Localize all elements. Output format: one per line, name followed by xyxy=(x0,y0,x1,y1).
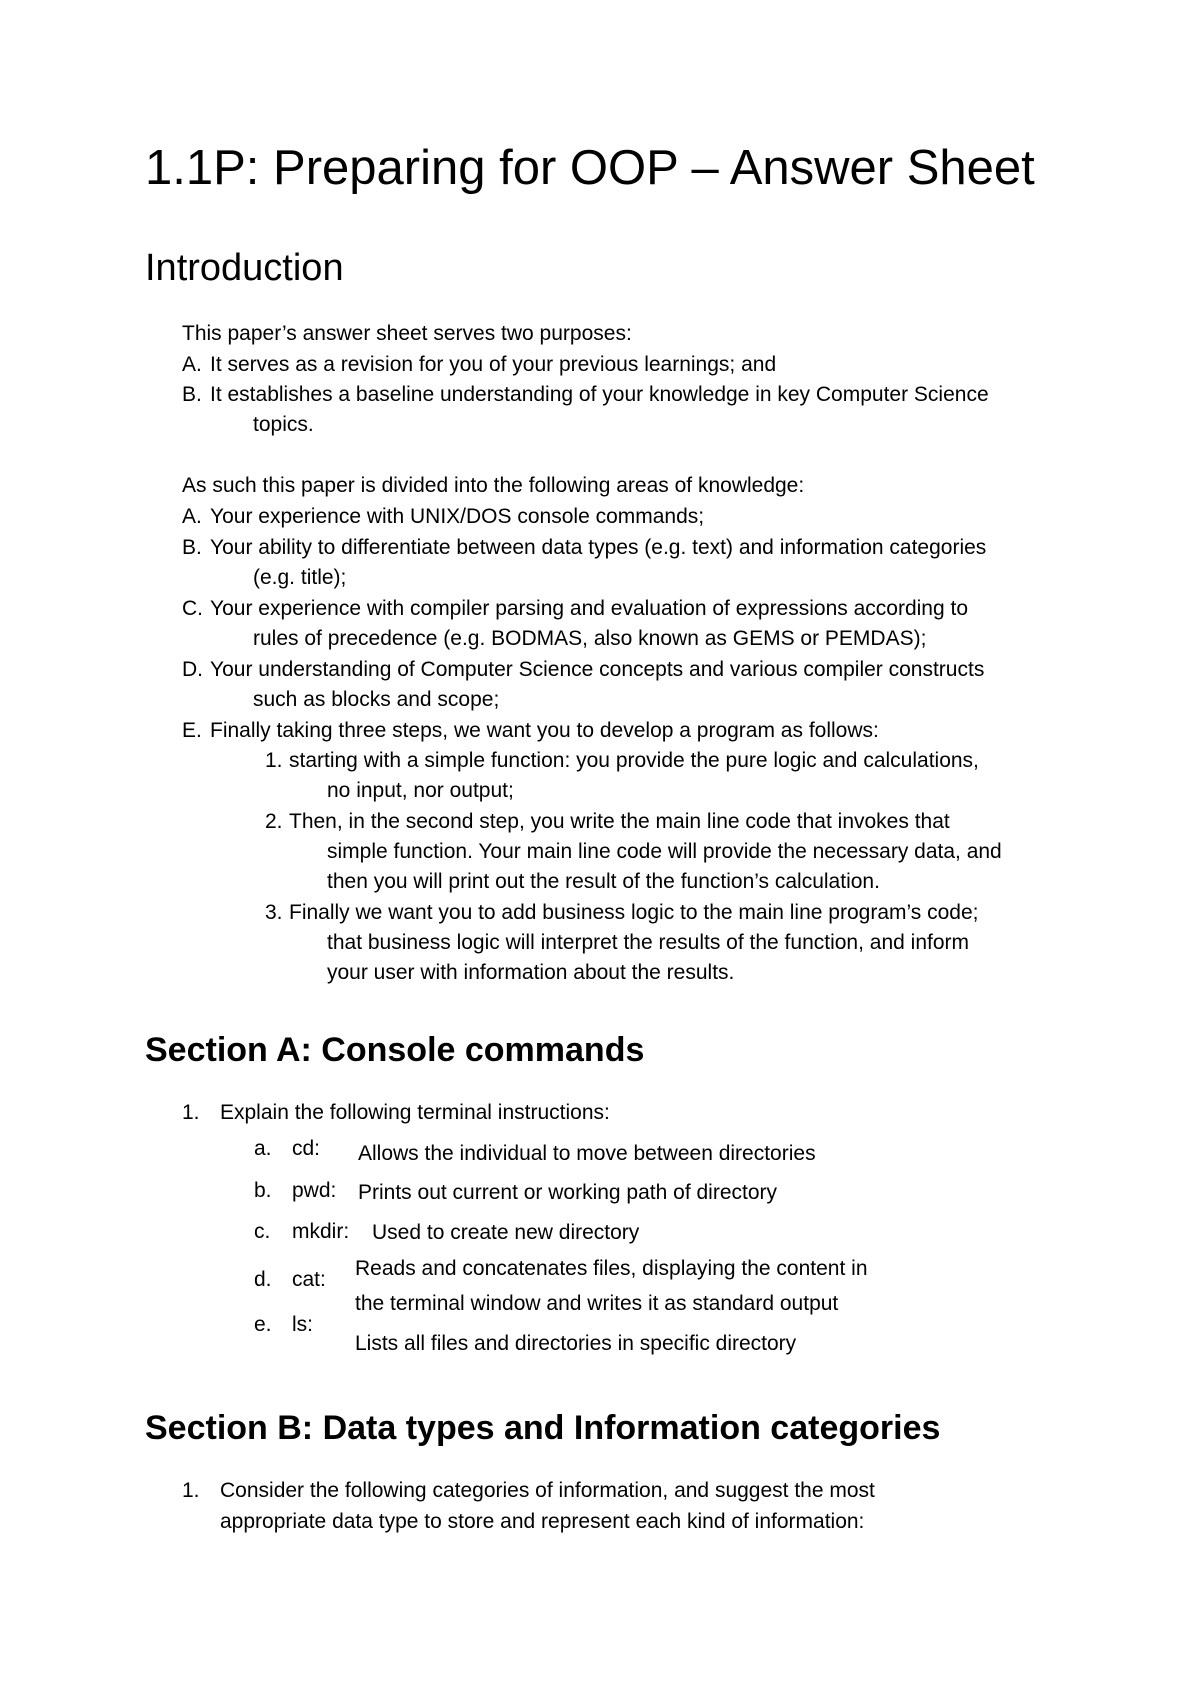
question-text: Explain the following terminal instructions: xyxy=(220,1101,610,1124)
step-marker: 3. xyxy=(265,901,283,924)
command-label-cd: cd: xyxy=(292,1137,321,1160)
area-item-b xyxy=(182,533,986,563)
area-text: Your ability to differentiate between data types (e.g. text) and information categories xyxy=(210,536,987,559)
purpose-marker: B. xyxy=(182,383,202,406)
section-b-question-1-continuation: appropriate data type to store and represent each kind of information: xyxy=(220,1510,865,1533)
purpose-marker: A. xyxy=(182,353,202,376)
section-a-question-1 xyxy=(182,1098,610,1128)
command-answer-pwd: Prints out current or working path of directory xyxy=(358,1181,778,1204)
question-text: Consider the following categories of information, and suggest the most xyxy=(220,1479,875,1502)
intro-paragraph-1: This paper’s answer sheet serves two purposes: xyxy=(182,322,632,345)
command-label-cat: cat: xyxy=(292,1268,326,1291)
section-b-question-1 xyxy=(182,1476,875,1506)
command-label-ls: ls: xyxy=(292,1313,313,1336)
command-answer-cat: Reads and concatenates files, displaying the content in xyxy=(355,1257,868,1280)
purpose-item-b xyxy=(182,380,989,410)
area-text: Your understanding of Computer Science concepts and various compiler constructs xyxy=(210,658,985,681)
command-marker-d: d. xyxy=(254,1268,272,1291)
step-text: Finally we want you to add business logic to the main line program’s code; xyxy=(289,901,979,924)
step-item-1-continuation: no input, nor output; xyxy=(327,779,514,802)
area-text: Your experience with UNIX/DOS console commands; xyxy=(210,505,705,528)
command-label-pwd: pwd: xyxy=(292,1179,337,1202)
command-marker-c: c. xyxy=(254,1220,271,1243)
area-item-b-continuation: (e.g. title); xyxy=(253,566,347,589)
purpose-text: It serves as a revision for you of your previous learnings; and xyxy=(210,353,777,376)
area-marker: C. xyxy=(182,597,203,620)
command-marker-a: a. xyxy=(254,1137,272,1160)
step-item-2 xyxy=(265,807,950,837)
area-item-d xyxy=(182,655,984,685)
step-item-1 xyxy=(265,746,979,776)
step-item-3-continuation: that business logic will interpret the results of the function, and inform xyxy=(327,931,969,954)
area-item-e xyxy=(182,716,879,746)
area-item-a xyxy=(182,502,704,532)
command-answer-cd: Allows the individual to move between directories xyxy=(358,1142,816,1165)
intro-paragraph-2: As such this paper is divided into the following areas of knowledge: xyxy=(182,474,805,497)
command-marker-e: e. xyxy=(254,1313,272,1336)
area-marker: B. xyxy=(182,536,202,559)
section-b-heading: Section B: Data types and Information categories xyxy=(145,1409,941,1447)
area-item-c xyxy=(182,594,968,624)
command-answer-mkdir: Used to create new directory xyxy=(372,1221,640,1244)
area-item-c-continuation: rules of precedence (e.g. BODMAS, also known as GEMS or PEMDAS); xyxy=(253,627,927,650)
step-text: Then, in the second step, you write the main line code that invokes that xyxy=(289,810,950,833)
question-marker: 1. xyxy=(182,1101,200,1124)
purpose-item-b-continuation: topics. xyxy=(253,413,314,436)
area-marker: A. xyxy=(182,505,202,528)
step-item-2-continuation: simple function. Your main line code will provide the necessary data, and xyxy=(327,840,1002,863)
document-title: 1.1P: Preparing for OOP – Answer Sheet xyxy=(145,141,1035,195)
step-text: starting with a simple function: you provide the pure logic and calculations, xyxy=(289,749,979,772)
purpose-text: It establishes a baseline understanding of your knowledge in key Computer Science xyxy=(210,383,989,406)
purpose-item-a xyxy=(182,350,776,380)
step-item-3-continuation-2: your user with information about the results. xyxy=(327,961,735,984)
area-text: Your experience with compiler parsing and evaluation of expressions according to xyxy=(210,597,968,620)
step-item-2-continuation-2: then you will print out the result of the function’s calculation. xyxy=(327,870,880,893)
area-text: Finally taking three steps, we want you to develop a program as follows: xyxy=(210,719,879,742)
command-answer-cat-continuation: the terminal window and writes it as standard output xyxy=(355,1292,839,1315)
step-marker: 1. xyxy=(265,749,283,772)
step-item-3 xyxy=(265,898,978,928)
command-answer-ls: Lists all files and directories in specific directory xyxy=(355,1332,797,1355)
step-marker: 2. xyxy=(265,810,283,833)
area-marker: E. xyxy=(182,719,202,742)
area-marker: D. xyxy=(182,658,203,681)
introduction-heading: Introduction xyxy=(145,247,344,289)
command-marker-b: b. xyxy=(254,1179,272,1202)
question-marker: 1. xyxy=(182,1479,200,1502)
section-a-heading: Section A: Console commands xyxy=(145,1031,645,1069)
command-label-mkdir: mkdir: xyxy=(292,1220,350,1243)
area-item-d-continuation: such as blocks and scope; xyxy=(253,688,500,711)
